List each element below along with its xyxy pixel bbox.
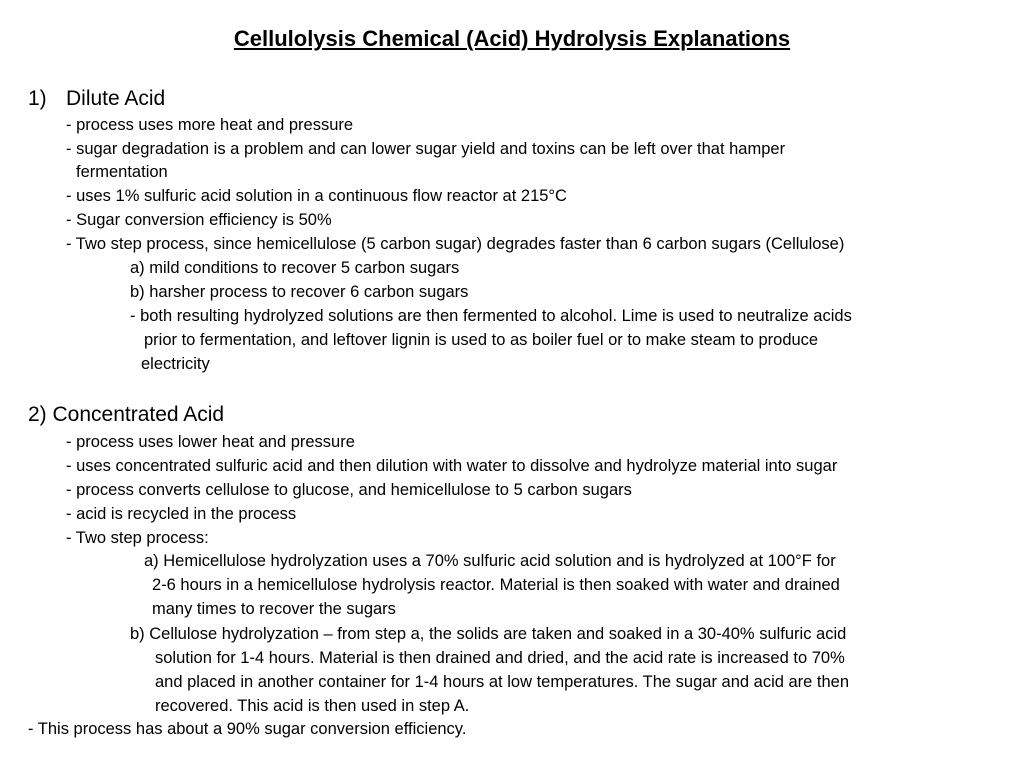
section2-line: 2-6 hours in a hemicellulose hydrolysis reactor. Material is then soaked with water and drained [152, 576, 840, 594]
section2-line: a) Hemicellulose hydrolyzation uses a 70% sulfuric acid solution and is hydrolyzed at 100°F for [144, 552, 836, 570]
section2-line: - uses concentrated sulfuric acid and then dilution with water to dissolve and hydrolyze material into sugar [66, 457, 838, 475]
section2-line: - process converts cellulose to glucose, and hemicellulose to 5 carbon sugars [66, 481, 632, 499]
section2-line: - Two step process: [66, 529, 209, 547]
section2-line: - acid is recycled in the process [66, 505, 297, 523]
section1-line: - Sugar conversion efficiency is 50% [66, 211, 332, 229]
page-title: Cellulolysis Chemical (Acid) Hydrolysis Explanations [233, 26, 791, 51]
section1-heading: Dilute Acid [66, 87, 166, 110]
section1-line: - uses 1% sulfuric acid solution in a continuous flow reactor at 215°C [66, 187, 567, 205]
section1-line: a) mild conditions to recover 5 carbon sugars [130, 259, 460, 277]
footer-note: - This process has about a 90% sugar conversion efficiency. [28, 720, 467, 738]
section2-line: - process uses lower heat and pressure [66, 433, 355, 451]
section2-heading: 2) Concentrated Acid [28, 403, 225, 426]
section1-number: 1) [28, 87, 47, 110]
section2-line: many times to recover the sugars [152, 600, 396, 618]
section1-line: electricity [141, 355, 210, 373]
section1-line: prior to fermentation, and leftover lignin is used to as boiler fuel or to make steam to produce [144, 331, 819, 349]
section2-line: recovered. This acid is then used in step A. [155, 697, 470, 715]
section1-line: - Two step process, since hemicellulose (5 carbon sugar) degrades faster than 6 carbon sugars (Cellulose) [66, 235, 845, 253]
section2-line: solution for 1-4 hours. Material is then drained and dried, and the acid rate is increased to 70% [155, 649, 845, 667]
section1-line: fermentation [76, 163, 168, 181]
section2-line: b) Cellulose hydrolyzation – from step a, the solids are taken and soaked in a 30-40% sulfuric acid [130, 625, 847, 643]
section1-line: b) harsher process to recover 6 carbon sugars [130, 283, 469, 301]
section1-line: - process uses more heat and pressure [66, 116, 354, 134]
section1-line: - sugar degradation is a problem and can lower sugar yield and toxins can be left over that hamper [66, 140, 786, 158]
section2-line: and placed in another container for 1-4 hours at low temperatures. The sugar and acid are then [155, 673, 850, 691]
section1-line: - both resulting hydrolyzed solutions are then fermented to alcohol. Lime is used to neutralize acids [130, 307, 852, 325]
